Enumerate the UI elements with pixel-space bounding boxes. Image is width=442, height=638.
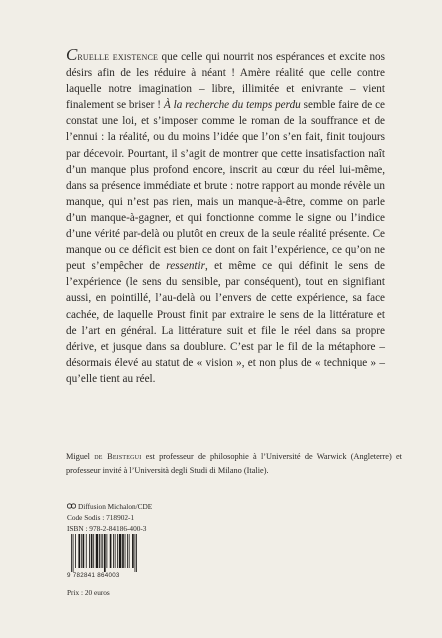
barcode-bar	[129, 534, 130, 568]
barcode-bar	[86, 534, 87, 568]
barcode-bar	[101, 534, 102, 568]
distributor-text: Diffusion Michalon/CDE	[78, 502, 153, 511]
barcode-bar	[104, 534, 106, 572]
barcode-bar	[99, 534, 100, 568]
code-sodis: Code Sodis : 718902-1	[67, 513, 135, 522]
barcode-bar	[132, 534, 134, 568]
barcode-bar	[75, 534, 76, 568]
isbn: ISBN : 978-2-84186-400-3	[67, 524, 147, 533]
barcode	[67, 534, 145, 586]
barcode-bar	[119, 534, 121, 568]
drop-cap: C	[66, 45, 78, 64]
barcode-bar	[96, 534, 98, 568]
blurb-text-part1: que celle qui nourrit nos espérances et excite nos désirs afin de les réduire à néant ! Amère réalité que celle contre laquelle notre imagination – libre, illimitée et enivrante – vient finalement se briser !	[66, 51, 385, 112]
ressentir-italic: ressentir	[166, 260, 206, 273]
barcode-bar	[89, 534, 90, 568]
barcode-bar	[102, 534, 103, 568]
barcode-bar	[136, 534, 137, 572]
barcode-digits: 9 782841 864003	[67, 572, 120, 579]
barcode-bars	[71, 534, 137, 572]
blurb-paragraph	[66, 45, 386, 387]
barcode-bar	[78, 534, 80, 568]
blurb-text-part2: semble faire de ce constat une loi, et s’imposer comme le roman de la souffrance et de l’ennui : la réalité, ou du moins l’idée que l’on s’en fait, finit toujours par décevoir. Pourtant, il s’agit de montrer que cette insatisfaction naît d’un manque plus profond encore, inscrit au cœur du réel lui-même, dans sa présence immédiate et brute : notre rapport au monde révèle un manque, qui n’est pas rien, mais un manque-à-être, comme on parle d’un manque-à-gagner, et qui fonctionne comme le signe ou l’indice d’une vérité par-delà ou plutôt en creux de la seule réalité présente. Ce manque ou ce déficit est bien ce dont on fait l’expérience, ce qu’on ne peut s’empêcher de	[66, 99, 386, 273]
blurb-lead-smallcaps: ruelle existence	[77, 51, 159, 63]
barcode-bar	[122, 534, 124, 568]
barcode-bar	[83, 534, 85, 568]
book-title-italic: À la recherche du temps perdu	[163, 99, 301, 112]
distributor-line	[67, 501, 217, 512]
barcode-bar	[110, 534, 112, 568]
publisher-info	[67, 501, 217, 534]
barcode-bar	[115, 534, 116, 568]
author-first-name: Miguel	[66, 452, 95, 461]
barcode-bar	[71, 534, 72, 572]
price: Prix : 20 euros	[67, 588, 110, 597]
barcode-bar	[127, 534, 128, 568]
barcode-bar	[73, 534, 74, 572]
barcode-bar	[113, 534, 114, 568]
barcode-bar	[106, 534, 107, 568]
author-bio	[66, 450, 402, 478]
author-bio-text: est professeur de philosophie à l’Université de Warwick (Angleterre) et professeur invité à l’Università degli Studi di Milano (Italie).	[66, 452, 402, 475]
author-surname: de Beistegui	[94, 452, 142, 461]
publisher-logo-icon	[67, 502, 76, 510]
barcode-bar	[135, 534, 136, 572]
barcode-bar	[93, 534, 94, 568]
barcode-bar	[117, 534, 118, 568]
barcode-bar	[125, 534, 126, 568]
barcode-bar	[91, 534, 93, 568]
barcode-bar	[81, 534, 82, 568]
blurb-text-part3: , et même ce qui définit le sens de l’expérience (le sens du sensible, par conséquent), tout en signifiant aussi, en pointillé, l’au-delà ou l’envers de cette expérience, sa face cachée, de laquelle Proust finit par extraire le sens de la littérature et de l’art en général. La littérature suit et file le réel dans sa propre dérive, et jusque dans sa doublure. C’est par le fil de la métaphore – désormais élevé au statut de « vision », et non plus de « technique » – qu’elle tient au réel.	[66, 260, 385, 385]
